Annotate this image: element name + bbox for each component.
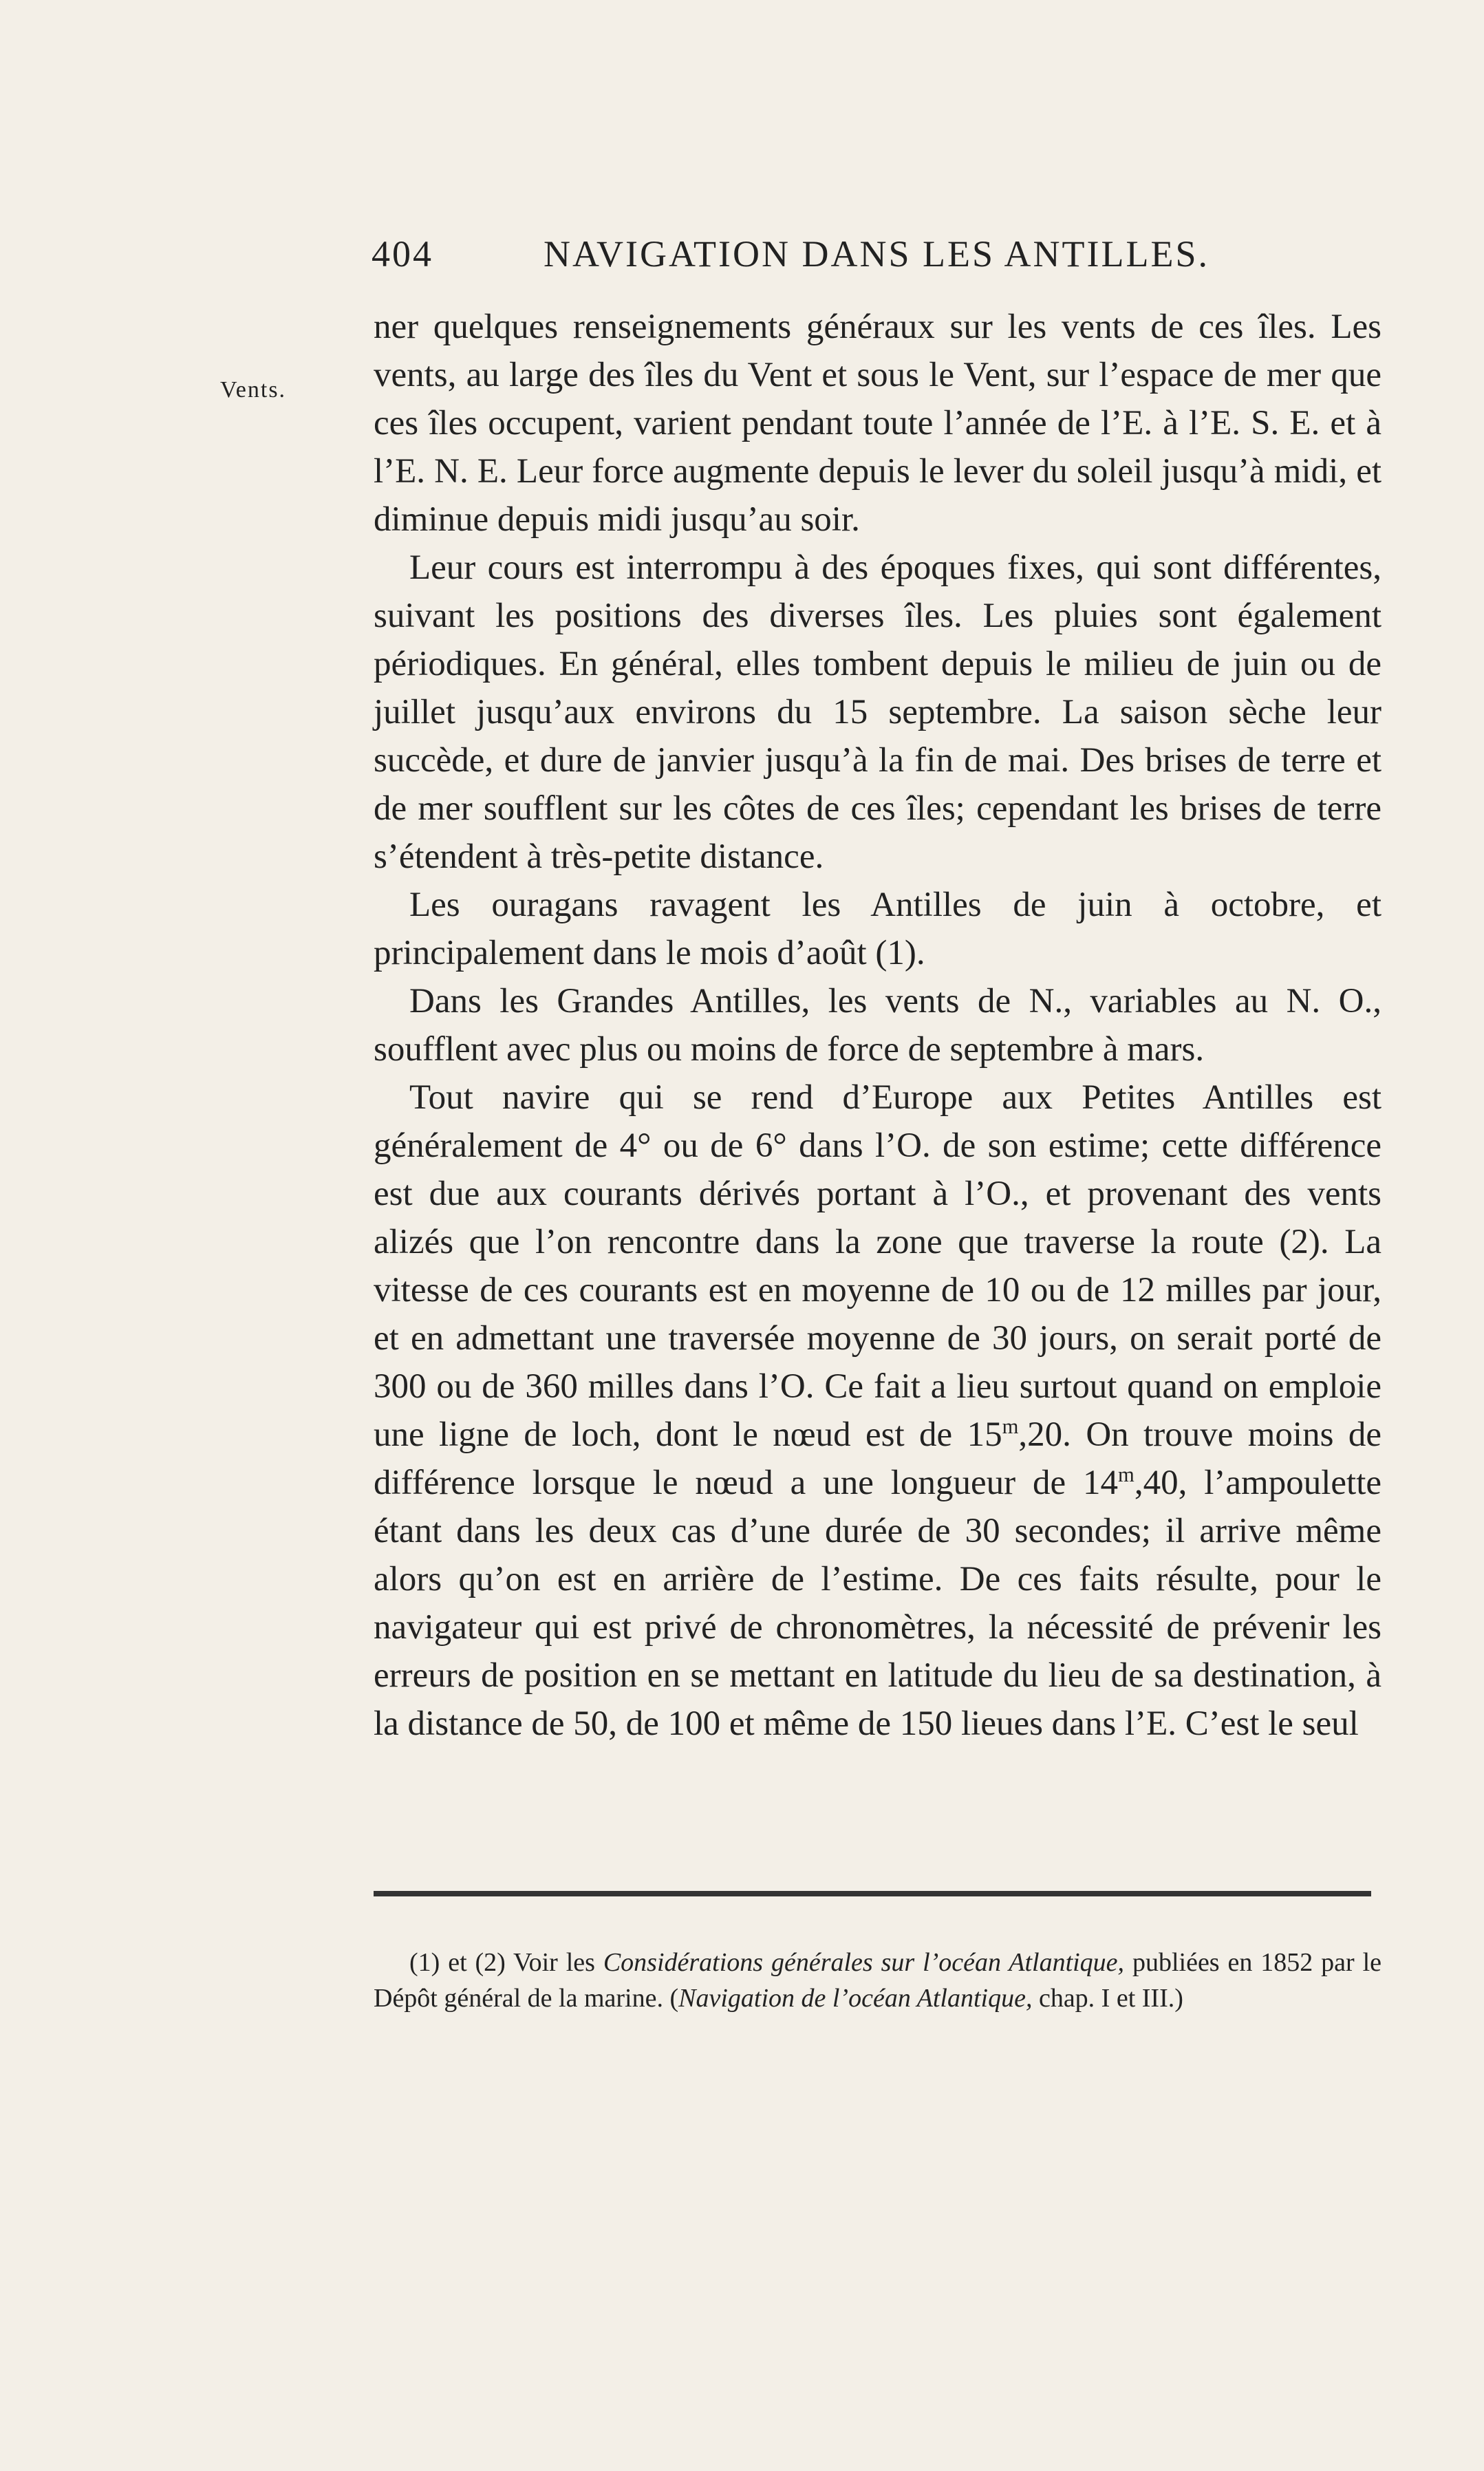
paragraph-5-part-c: ,40, l’ampoulette étant dans les deux cas d’une durée de 30 secondes; il arrive même alors qu’on est en arrière de l’estime. De ces faits résulte, pour le navigateur qui est privé de chronomètres, la nécessité de prévenir les erreurs de position en se mettant en latitude du lieu de sa destination, à la distance de 50, de 100 et même de 150 lieues dans l’E. C’est le seul bbox=[374, 1464, 1381, 1743]
footnote-paragraph bbox=[374, 1945, 1381, 2016]
paragraph-5-part-a: Tout navire qui se rend d’Europe aux Petites Antilles est généralement de 4° ou de 6° dans l’O. de son estime; cette différence est due aux courants dérivés portant à l’O., et provenant des vents alizés que l’on rencontre dans la zone que traverse la route (2). La vitesse de ces courants est en moyenne de 10 ou de 12 milles par jour, et en admettant une traversée moyenne de 30 jours, on serait porté de 300 ou de 360 milles dans l’O. Ce fait a lieu surtout quand on emploie une ligne de loch, dont le nœud est de 15 bbox=[374, 1078, 1381, 1454]
footnote bbox=[374, 1945, 1381, 2016]
paragraph-1: ner quelques renseignements généraux sur les vents de ces îles. Les vents, au large des îles du Vent et sous le Vent, sur l’espace de mer que ces îles occupent, varient pendant toute l’année de l’E. à l’E. S. E. et à l’E. N. E. Leur force augmente depuis le lever du soleil jusqu’à midi, et diminue depuis midi jusqu’au soir. bbox=[374, 308, 1381, 539]
running-title: NAVIGATION DANS LES ANTILLES. bbox=[544, 233, 1209, 275]
body-text bbox=[374, 303, 1381, 1748]
paragraph-4: Dans les Grandes Antilles, les vents de N., variables au N. O., soufflent avec plus ou moins de force de septembre à mars. bbox=[374, 982, 1381, 1069]
footnote-divider bbox=[374, 1891, 1371, 1896]
page-number: 404 bbox=[372, 233, 433, 275]
footnote-title-1: Considérations générales sur l’océan Atlantique, bbox=[603, 1948, 1125, 1977]
paragraph-2: Leur cours est interrompu à des époques fixes, qui sont différentes, suivant les positions des diverses îles. Les pluies sont également périodiques. En général, elles tombent depuis le milieu de juin ou de juillet jusqu’aux environs du 15 septembre. La saison sèche leur succède, et dure de janvier jusqu’à la fin de mai. Des brises de terre et de mer soufflent sur les côtes de ces îles; cependant les brises de terre s’étendent à très-petite distance. bbox=[374, 548, 1381, 876]
footnote-part-e: chap. I et III.) bbox=[1032, 1984, 1183, 2013]
footnote-part-a: (1) et (2) Voir les bbox=[409, 1948, 603, 1977]
running-header bbox=[372, 233, 1383, 275]
footnote-part-c: publiées en 1852 par le Dépôt général de la marine. ( bbox=[374, 1948, 1382, 2013]
footnote-title-2: Navigation de l’océan Atlantique, bbox=[678, 1984, 1033, 2013]
margin-note: Vents. bbox=[220, 377, 287, 403]
paragraph-5-part-b: ,20. On trouve moins de différence lorsque le nœud a une longueur de 14 bbox=[374, 1415, 1381, 1502]
meter-superscript: m bbox=[1002, 1415, 1019, 1438]
meter-superscript: m bbox=[1118, 1463, 1134, 1486]
paragraph-5 bbox=[374, 1073, 1381, 1748]
paragraph-3: Les ouragans ravagent les Antilles de juin à octobre, et principalement dans le mois d’août (1). bbox=[374, 886, 1381, 972]
